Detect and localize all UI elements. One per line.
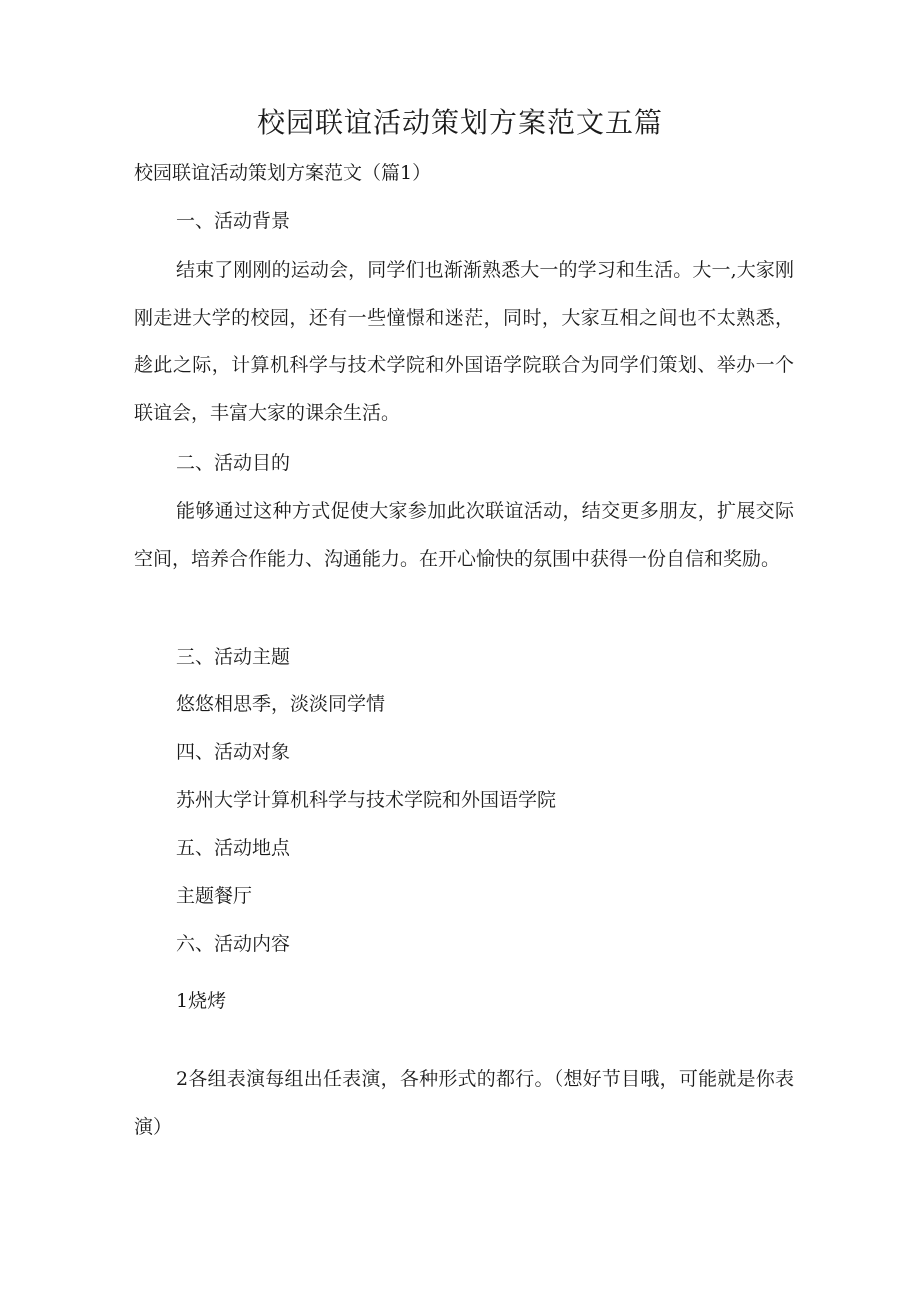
section-heading-location: 五、活动地点 — [176, 837, 291, 859]
section-heading-purpose: 二、活动目的 — [176, 452, 291, 474]
article-subtitle: 校园联谊活动策划方案范文（篇1） — [134, 162, 432, 184]
document-title: 校园联谊活动策划方案范文五篇 — [256, 106, 663, 139]
content-item-2: 2各组表演每组出任表演，各种形式的都行。（想好节目哦，可能就是你表演） — [134, 1068, 794, 1138]
section-heading-audience: 四、活动对象 — [176, 741, 291, 763]
section-heading-theme: 三、活动主题 — [176, 646, 291, 668]
section-body-theme: 悠悠相思季，淡淡同学情 — [176, 693, 386, 715]
section-body-location: 主题餐厅 — [176, 885, 253, 907]
section-body-purpose: 能够通过这种方式促使大家参加此次联谊活动，结交更多朋友，扩展交际空间，培养合作能力、沟通能力。在开心愉快的氛围中获得一份自信和奖励。 — [134, 500, 794, 570]
section-heading-background: 一、活动背景 — [176, 210, 291, 232]
section-body-background: 结束了刚刚的运动会，同学们也渐渐熟悉大一的学习和生活。大一,大家刚刚走进大学的校园，还有一些憧憬和迷茫，同时，大家互相之间也不太熟悉，趁此之际，计算机科学与技术学院和外国语学院联合为同学们策划、举办一个联谊会，丰富大家的课余生活。 — [134, 259, 794, 424]
content-item-1: 1烧烤 — [176, 990, 227, 1012]
section-body-audience: 苏州大学计算机科学与技术学院和外国语学院 — [176, 789, 557, 811]
section-heading-content: 六、活动内容 — [176, 933, 291, 955]
